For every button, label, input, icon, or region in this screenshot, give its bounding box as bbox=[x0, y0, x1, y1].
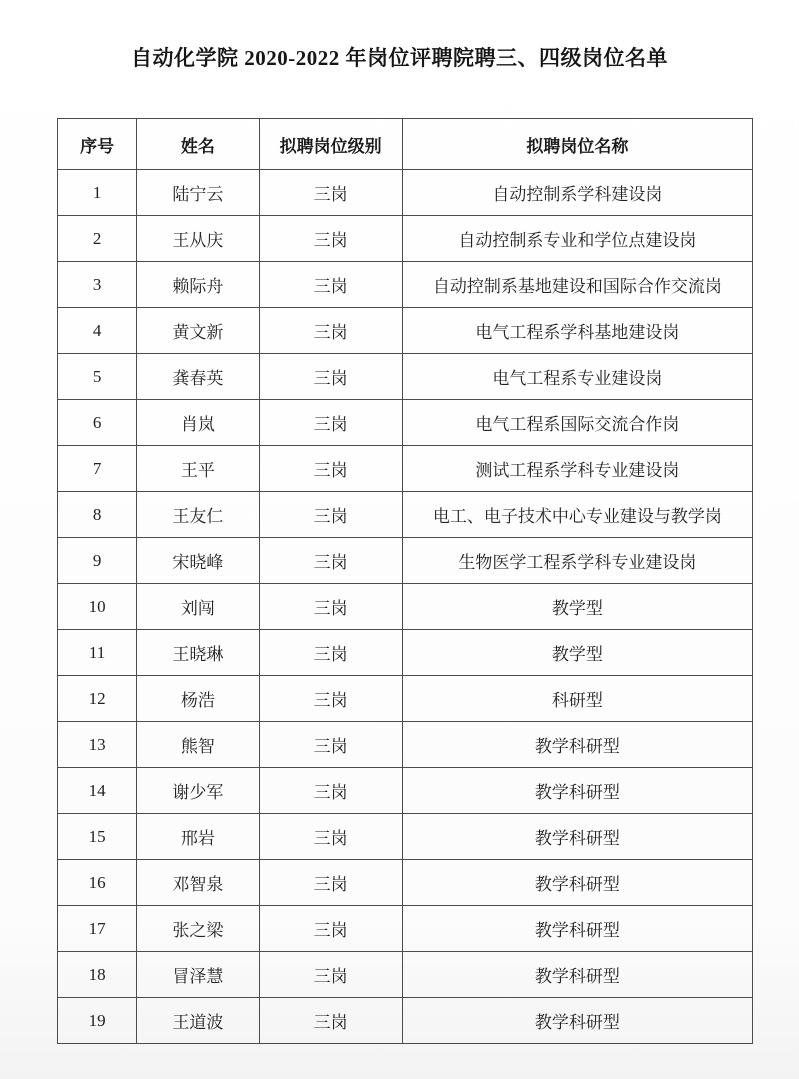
level-cell: 三岗 bbox=[259, 400, 402, 446]
name-cell: 王平 bbox=[137, 446, 259, 492]
header-name: 姓名 bbox=[137, 119, 259, 170]
serial-cell: 12 bbox=[58, 676, 137, 722]
serial-cell: 3 bbox=[58, 262, 137, 308]
position-roster-table bbox=[57, 118, 753, 1044]
header-serial: 序号 bbox=[58, 119, 137, 170]
serial-cell: 5 bbox=[58, 354, 137, 400]
serial-cell: 7 bbox=[58, 446, 137, 492]
serial-cell: 18 bbox=[58, 952, 137, 998]
name-cell: 邢岩 bbox=[137, 814, 259, 860]
level-cell: 三岗 bbox=[259, 906, 402, 952]
position-cell: 教学科研型 bbox=[402, 768, 752, 814]
name-cell: 张之梁 bbox=[137, 906, 259, 952]
serial-cell: 8 bbox=[58, 492, 137, 538]
table-row bbox=[58, 722, 753, 768]
table-row bbox=[58, 860, 753, 906]
table-row bbox=[58, 308, 753, 354]
position-cell: 科研型 bbox=[402, 676, 752, 722]
level-cell: 三岗 bbox=[259, 492, 402, 538]
table-row bbox=[58, 492, 753, 538]
level-cell: 三岗 bbox=[259, 952, 402, 998]
level-cell: 三岗 bbox=[259, 676, 402, 722]
table-row bbox=[58, 630, 753, 676]
position-cell: 教学科研型 bbox=[402, 952, 752, 998]
level-cell: 三岗 bbox=[259, 446, 402, 492]
position-cell: 教学型 bbox=[402, 630, 752, 676]
level-cell: 三岗 bbox=[259, 814, 402, 860]
level-cell: 三岗 bbox=[259, 308, 402, 354]
position-cell: 教学型 bbox=[402, 584, 752, 630]
table-header bbox=[58, 119, 753, 170]
header-position: 拟聘岗位名称 bbox=[402, 119, 752, 170]
serial-cell: 17 bbox=[58, 906, 137, 952]
name-cell: 熊智 bbox=[137, 722, 259, 768]
name-cell: 陆宁云 bbox=[137, 170, 259, 216]
position-cell: 电气工程系学科基地建设岗 bbox=[402, 308, 752, 354]
name-cell: 杨浩 bbox=[137, 676, 259, 722]
position-cell: 测试工程系学科专业建设岗 bbox=[402, 446, 752, 492]
table-row bbox=[58, 814, 753, 860]
table-row bbox=[58, 676, 753, 722]
name-cell: 宋晓峰 bbox=[137, 538, 259, 584]
position-cell: 教学科研型 bbox=[402, 722, 752, 768]
level-cell: 三岗 bbox=[259, 998, 402, 1044]
table-row bbox=[58, 354, 753, 400]
name-cell: 龚春英 bbox=[137, 354, 259, 400]
serial-cell: 2 bbox=[58, 216, 137, 262]
position-cell: 生物医学工程系学科专业建设岗 bbox=[402, 538, 752, 584]
position-cell: 教学科研型 bbox=[402, 998, 752, 1044]
level-cell: 三岗 bbox=[259, 860, 402, 906]
position-cell: 教学科研型 bbox=[402, 906, 752, 952]
position-cell: 教学科研型 bbox=[402, 860, 752, 906]
level-cell: 三岗 bbox=[259, 262, 402, 308]
name-cell: 谢少军 bbox=[137, 768, 259, 814]
serial-cell: 6 bbox=[58, 400, 137, 446]
table-row bbox=[58, 446, 753, 492]
name-cell: 赖际舟 bbox=[137, 262, 259, 308]
level-cell: 三岗 bbox=[259, 630, 402, 676]
position-cell: 教学科研型 bbox=[402, 814, 752, 860]
table-row bbox=[58, 400, 753, 446]
table-row bbox=[58, 998, 753, 1044]
serial-cell: 4 bbox=[58, 308, 137, 354]
serial-cell: 13 bbox=[58, 722, 137, 768]
name-cell: 王从庆 bbox=[137, 216, 259, 262]
table-row bbox=[58, 170, 753, 216]
level-cell: 三岗 bbox=[259, 768, 402, 814]
serial-cell: 9 bbox=[58, 538, 137, 584]
serial-cell: 15 bbox=[58, 814, 137, 860]
serial-cell: 11 bbox=[58, 630, 137, 676]
level-cell: 三岗 bbox=[259, 216, 402, 262]
page-title: 自动化学院 2020-2022 年岗位评聘院聘三、四级岗位名单 bbox=[131, 46, 668, 70]
table-row bbox=[58, 584, 753, 630]
level-cell: 三岗 bbox=[259, 722, 402, 768]
table-row bbox=[58, 262, 753, 308]
level-cell: 三岗 bbox=[259, 170, 402, 216]
position-cell: 电气工程系专业建设岗 bbox=[402, 354, 752, 400]
level-cell: 三岗 bbox=[259, 354, 402, 400]
name-cell: 刘闯 bbox=[137, 584, 259, 630]
name-cell: 王友仁 bbox=[137, 492, 259, 538]
position-cell: 电工、电子技术中心专业建设与教学岗 bbox=[402, 492, 752, 538]
table-row bbox=[58, 952, 753, 998]
name-cell: 王晓琳 bbox=[137, 630, 259, 676]
position-cell: 自动控制系学科建设岗 bbox=[402, 170, 752, 216]
name-cell: 冒泽慧 bbox=[137, 952, 259, 998]
name-cell: 邓智泉 bbox=[137, 860, 259, 906]
table-row bbox=[58, 538, 753, 584]
name-cell: 黄文新 bbox=[137, 308, 259, 354]
serial-cell: 1 bbox=[58, 170, 137, 216]
table-row bbox=[58, 906, 753, 952]
serial-cell: 19 bbox=[58, 998, 137, 1044]
position-cell: 自动控制系专业和学位点建设岗 bbox=[402, 216, 752, 262]
name-cell: 肖岚 bbox=[137, 400, 259, 446]
level-cell: 三岗 bbox=[259, 538, 402, 584]
name-cell: 王道波 bbox=[137, 998, 259, 1044]
position-cell: 自动控制系基地建设和国际合作交流岗 bbox=[402, 262, 752, 308]
table-body bbox=[58, 170, 753, 1044]
level-cell: 三岗 bbox=[259, 584, 402, 630]
serial-cell: 14 bbox=[58, 768, 137, 814]
serial-cell: 10 bbox=[58, 584, 137, 630]
header-level: 拟聘岗位级别 bbox=[259, 119, 402, 170]
position-cell: 电气工程系国际交流合作岗 bbox=[402, 400, 752, 446]
header-row bbox=[58, 119, 753, 170]
serial-cell: 16 bbox=[58, 860, 137, 906]
table-row bbox=[58, 216, 753, 262]
table-row bbox=[58, 768, 753, 814]
